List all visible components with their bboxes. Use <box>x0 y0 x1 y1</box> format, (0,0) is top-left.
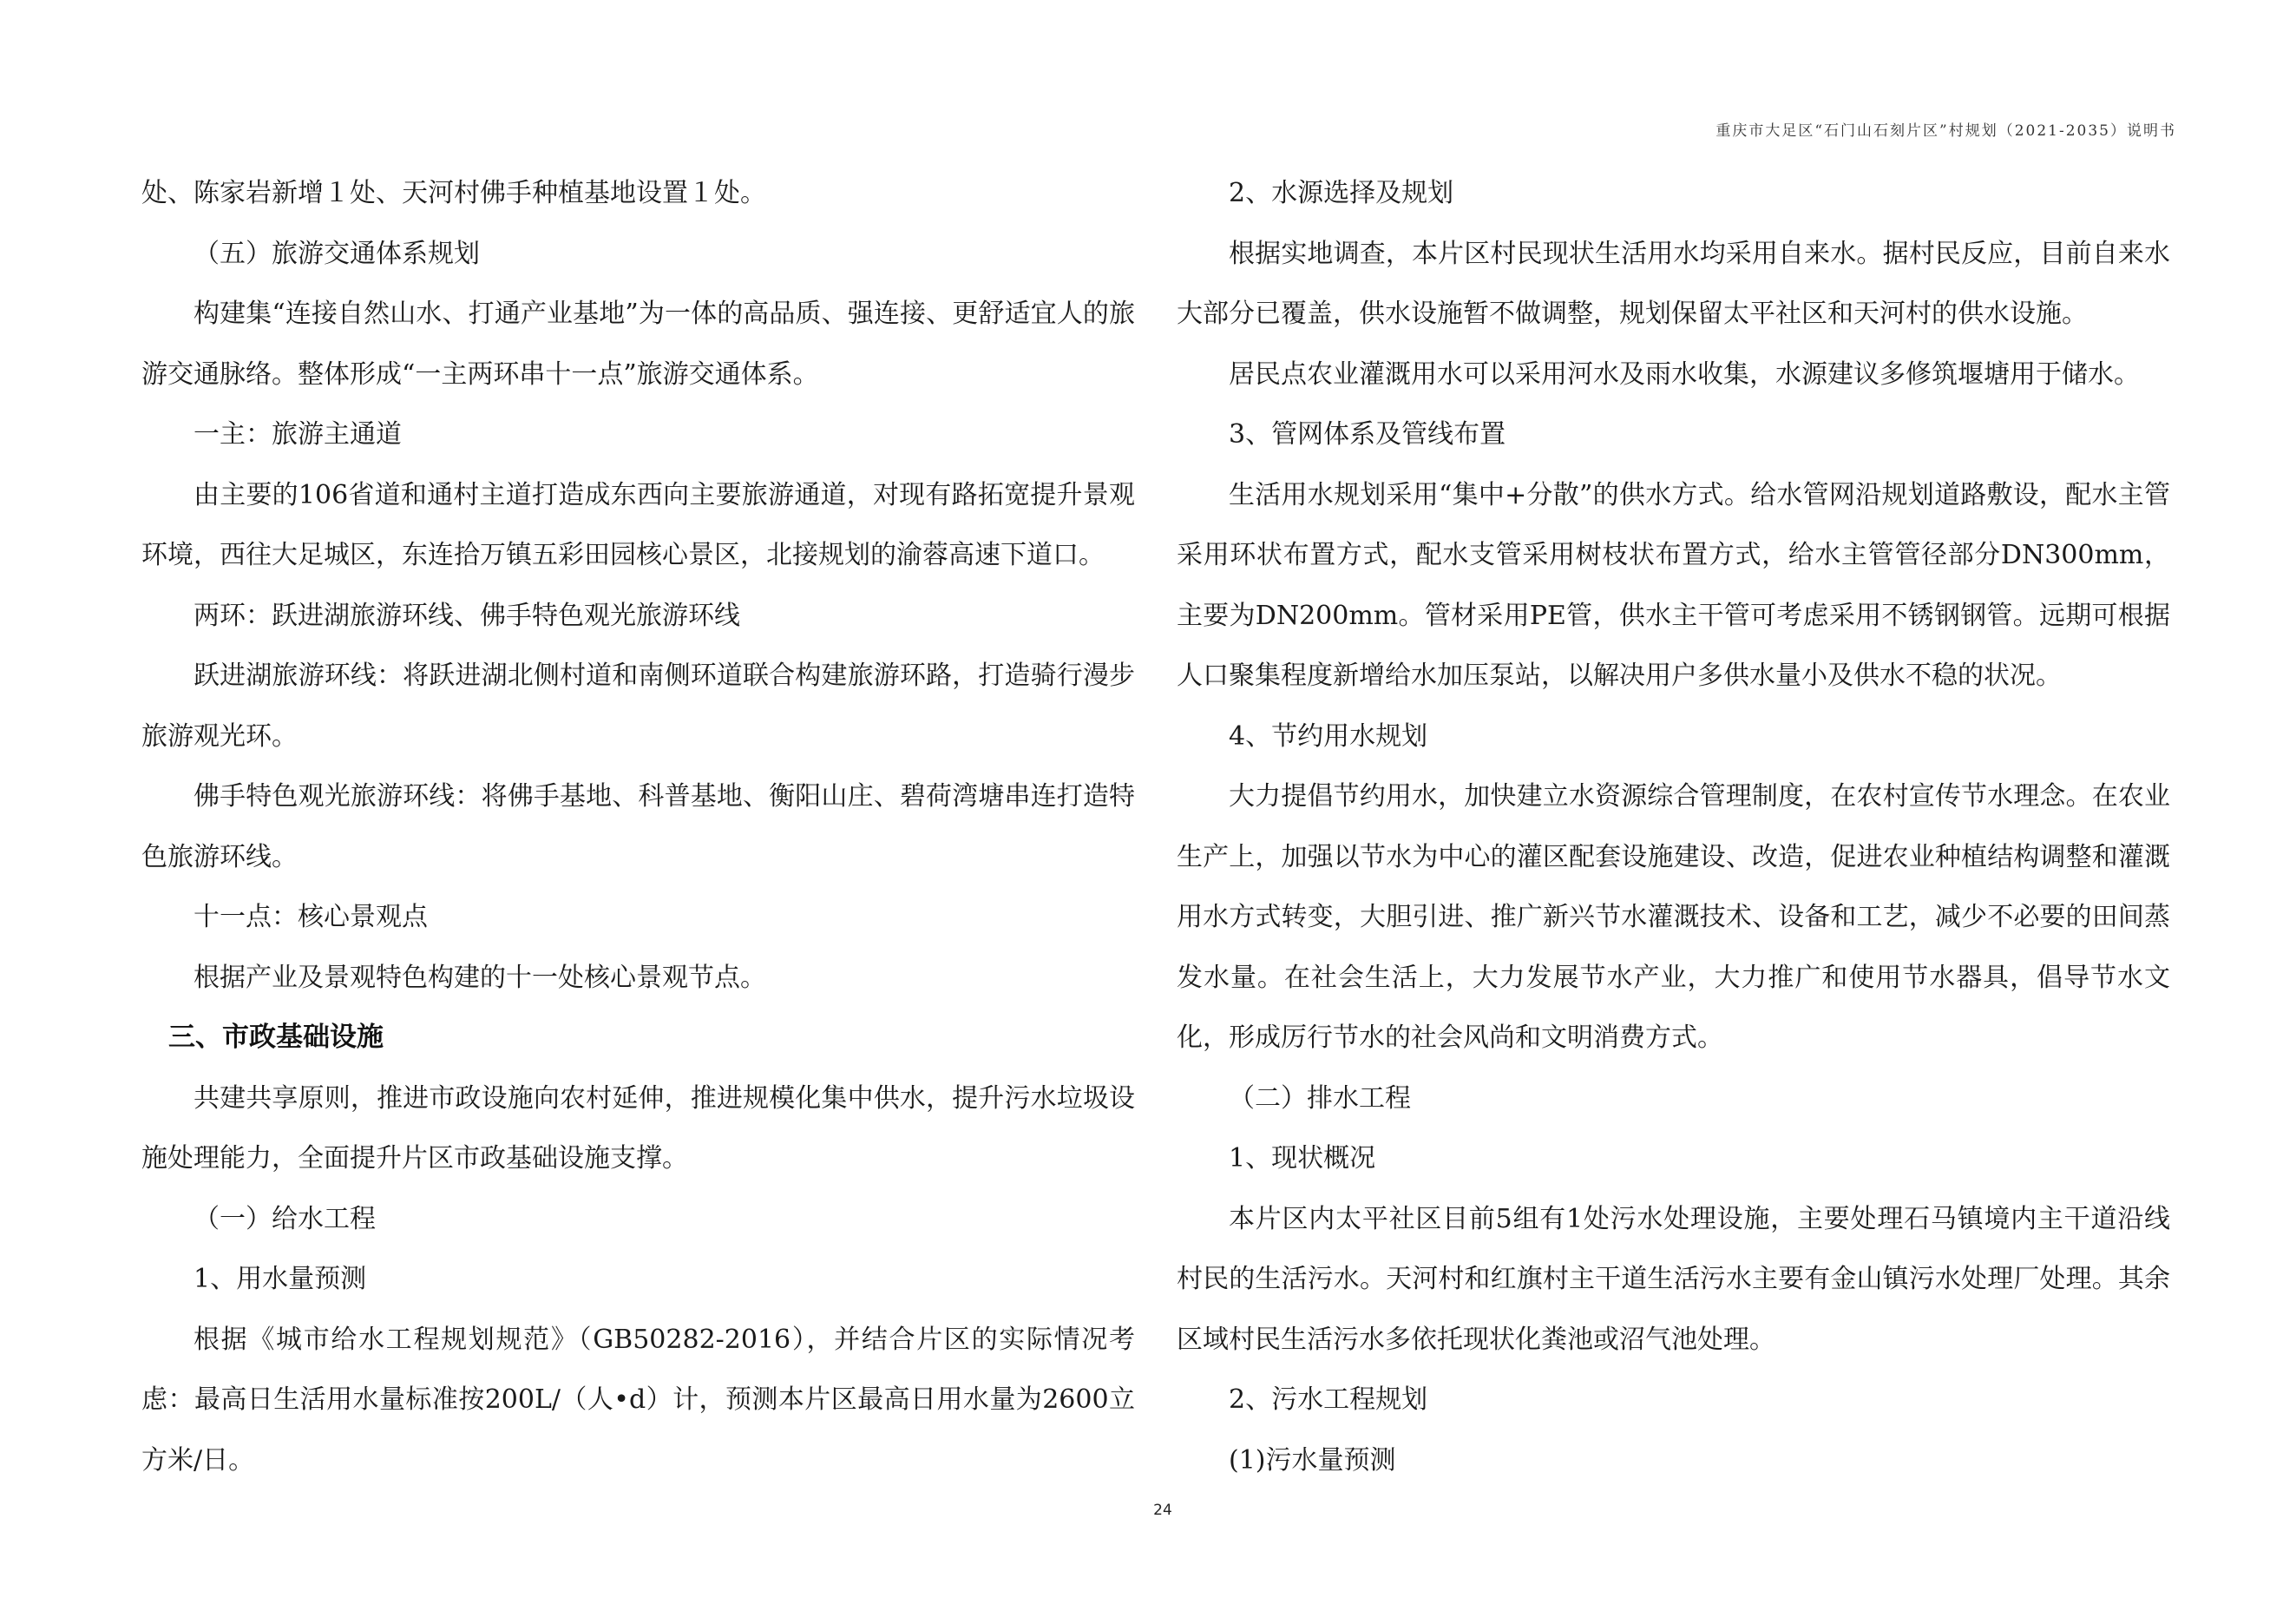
paragraph: 3、管网体系及管线布置 <box>1229 419 1506 450</box>
paragraph: 生活用水规划采用“集中+分散”的供水方式。给水管网沿规划道路敷设，配水主管采用环状布置方式，配水支管采用树枝状布置方式，给水主管管径部分DN300mm，主要为DN200mm。管材采用PE管，供水主干管可考虑采用不锈钢钢管。远期可根据人口聚集程度新增给水加压泵站，以解决用户多供水量小及供水不稳的状况。 <box>1177 479 2170 691</box>
paragraph: 两环：跃进湖旅游环线、佛手特色观光旅游环线 <box>194 600 740 631</box>
paragraph: 共建共享原则，推进市政设施向农村延伸，推进规模化集中供水，提升污水垃圾设施处理能力，全面提升片区市政基础设施支撑。 <box>141 1082 1135 1174</box>
page-number: 24 <box>1153 1502 1172 1519</box>
paragraph: 根据产业及景观特色构建的十一处核心景观节点。 <box>194 962 766 993</box>
paragraph: 2、污水工程规划 <box>1229 1384 1428 1415</box>
paragraph: 一主：旅游主通道 <box>194 419 402 450</box>
section-heading: 三、市政基础设施 <box>168 1022 384 1053</box>
paragraph: 居民点农业灌溉用水可以采用河水及雨水收集，水源建议多修筑堰塘用于储水。 <box>1229 358 2140 390</box>
paragraph: 根据实地调查，本片区村民现状生活用水均采用自来水。据村民反应，目前自来水大部分已覆盖，供水设施暂不做调整，规划保留太平社区和天河村的供水设施。 <box>1177 238 2170 329</box>
left-column <box>141 163 1135 1490</box>
right-column <box>1177 163 2170 1490</box>
section-subheading: （二）排水工程 <box>1229 1082 1411 1114</box>
paragraph: 由主要的106省道和通村主道打造成东西向主要旅游通道，对现有路拓宽提升景观环境，西往大足城区，东连拾万镇五彩田园核心景区，北接规划的渝蓉高速下道口。 <box>141 479 1135 570</box>
paragraph: 根据《城市给水工程规划规范》（GB50282-2016），并结合片区的实际情况考虑：最高日生活用水量标准按200L/（人•d）计，预测本片区最高日用水量为2600立方米/日。 <box>141 1324 1135 1476</box>
paragraph: 1、现状概况 <box>1229 1143 1376 1174</box>
document-header: 重庆市大足区“石门山石刻片区”村规划（2021-2035）说明书 <box>1715 122 2176 140</box>
paragraph: 2、水源选择及规划 <box>1229 178 1454 208</box>
paragraph: 本片区内太平社区目前5组有1处污水处理设施，主要处理石马镇境内主干道沿线村民的生活污水。天河村和红旗村主干道生活污水主要有金山镇污水处理厂处理。其余区域村民生活污水多依托现状化粪池或沼气池处理。 <box>1177 1203 2170 1355</box>
section-subheading: （五）旅游交通体系规划 <box>194 238 480 269</box>
paragraph: (1)污水量预测 <box>1229 1444 1396 1476</box>
paragraph: 4、节约用水规划 <box>1229 720 1428 752</box>
paragraph: 处、陈家岩新增１处、天河村佛手种植基地设置１处。 <box>141 178 766 208</box>
paragraph: 大力提倡节约用水，加快建立水资源综合管理制度，在农村宣传节水理念。在农业生产上，加强以节水为中心的灌区配套设施建设、改造，促进农业种植结构调整和灌溉用水方式转变，大胆引进、推广新兴节水灌溉技术、设备和工艺，减少不必要的田间蒸发水量。在社会生活上，大力发展节水产业，大力推广和使用节水器具，倡导节水文化，形成厉行节水的社会风尚和文明消费方式。 <box>1177 781 2170 1053</box>
paragraph: 1、用水量预测 <box>194 1264 367 1294</box>
paragraph: 佛手特色观光旅游环线：将佛手基地、科普基地、衡阳山庄、碧荷湾塘串连打造特色旅游环线。 <box>141 781 1135 872</box>
paragraph: 十一点：核心景观点 <box>194 902 428 932</box>
paragraph: 构建集“连接自然山水、打通产业基地”为一体的高品质、强连接、更舒适宜人的旅游交通脉络。整体形成“一主两环串十一点”旅游交通体系。 <box>141 299 1135 390</box>
section-subheading: （一）给水工程 <box>194 1203 376 1234</box>
paragraph: 跃进湖旅游环线：将跃进湖北侧村道和南侧环道联合构建旅游环路，打造骑行漫步旅游观光环。 <box>141 661 1135 752</box>
